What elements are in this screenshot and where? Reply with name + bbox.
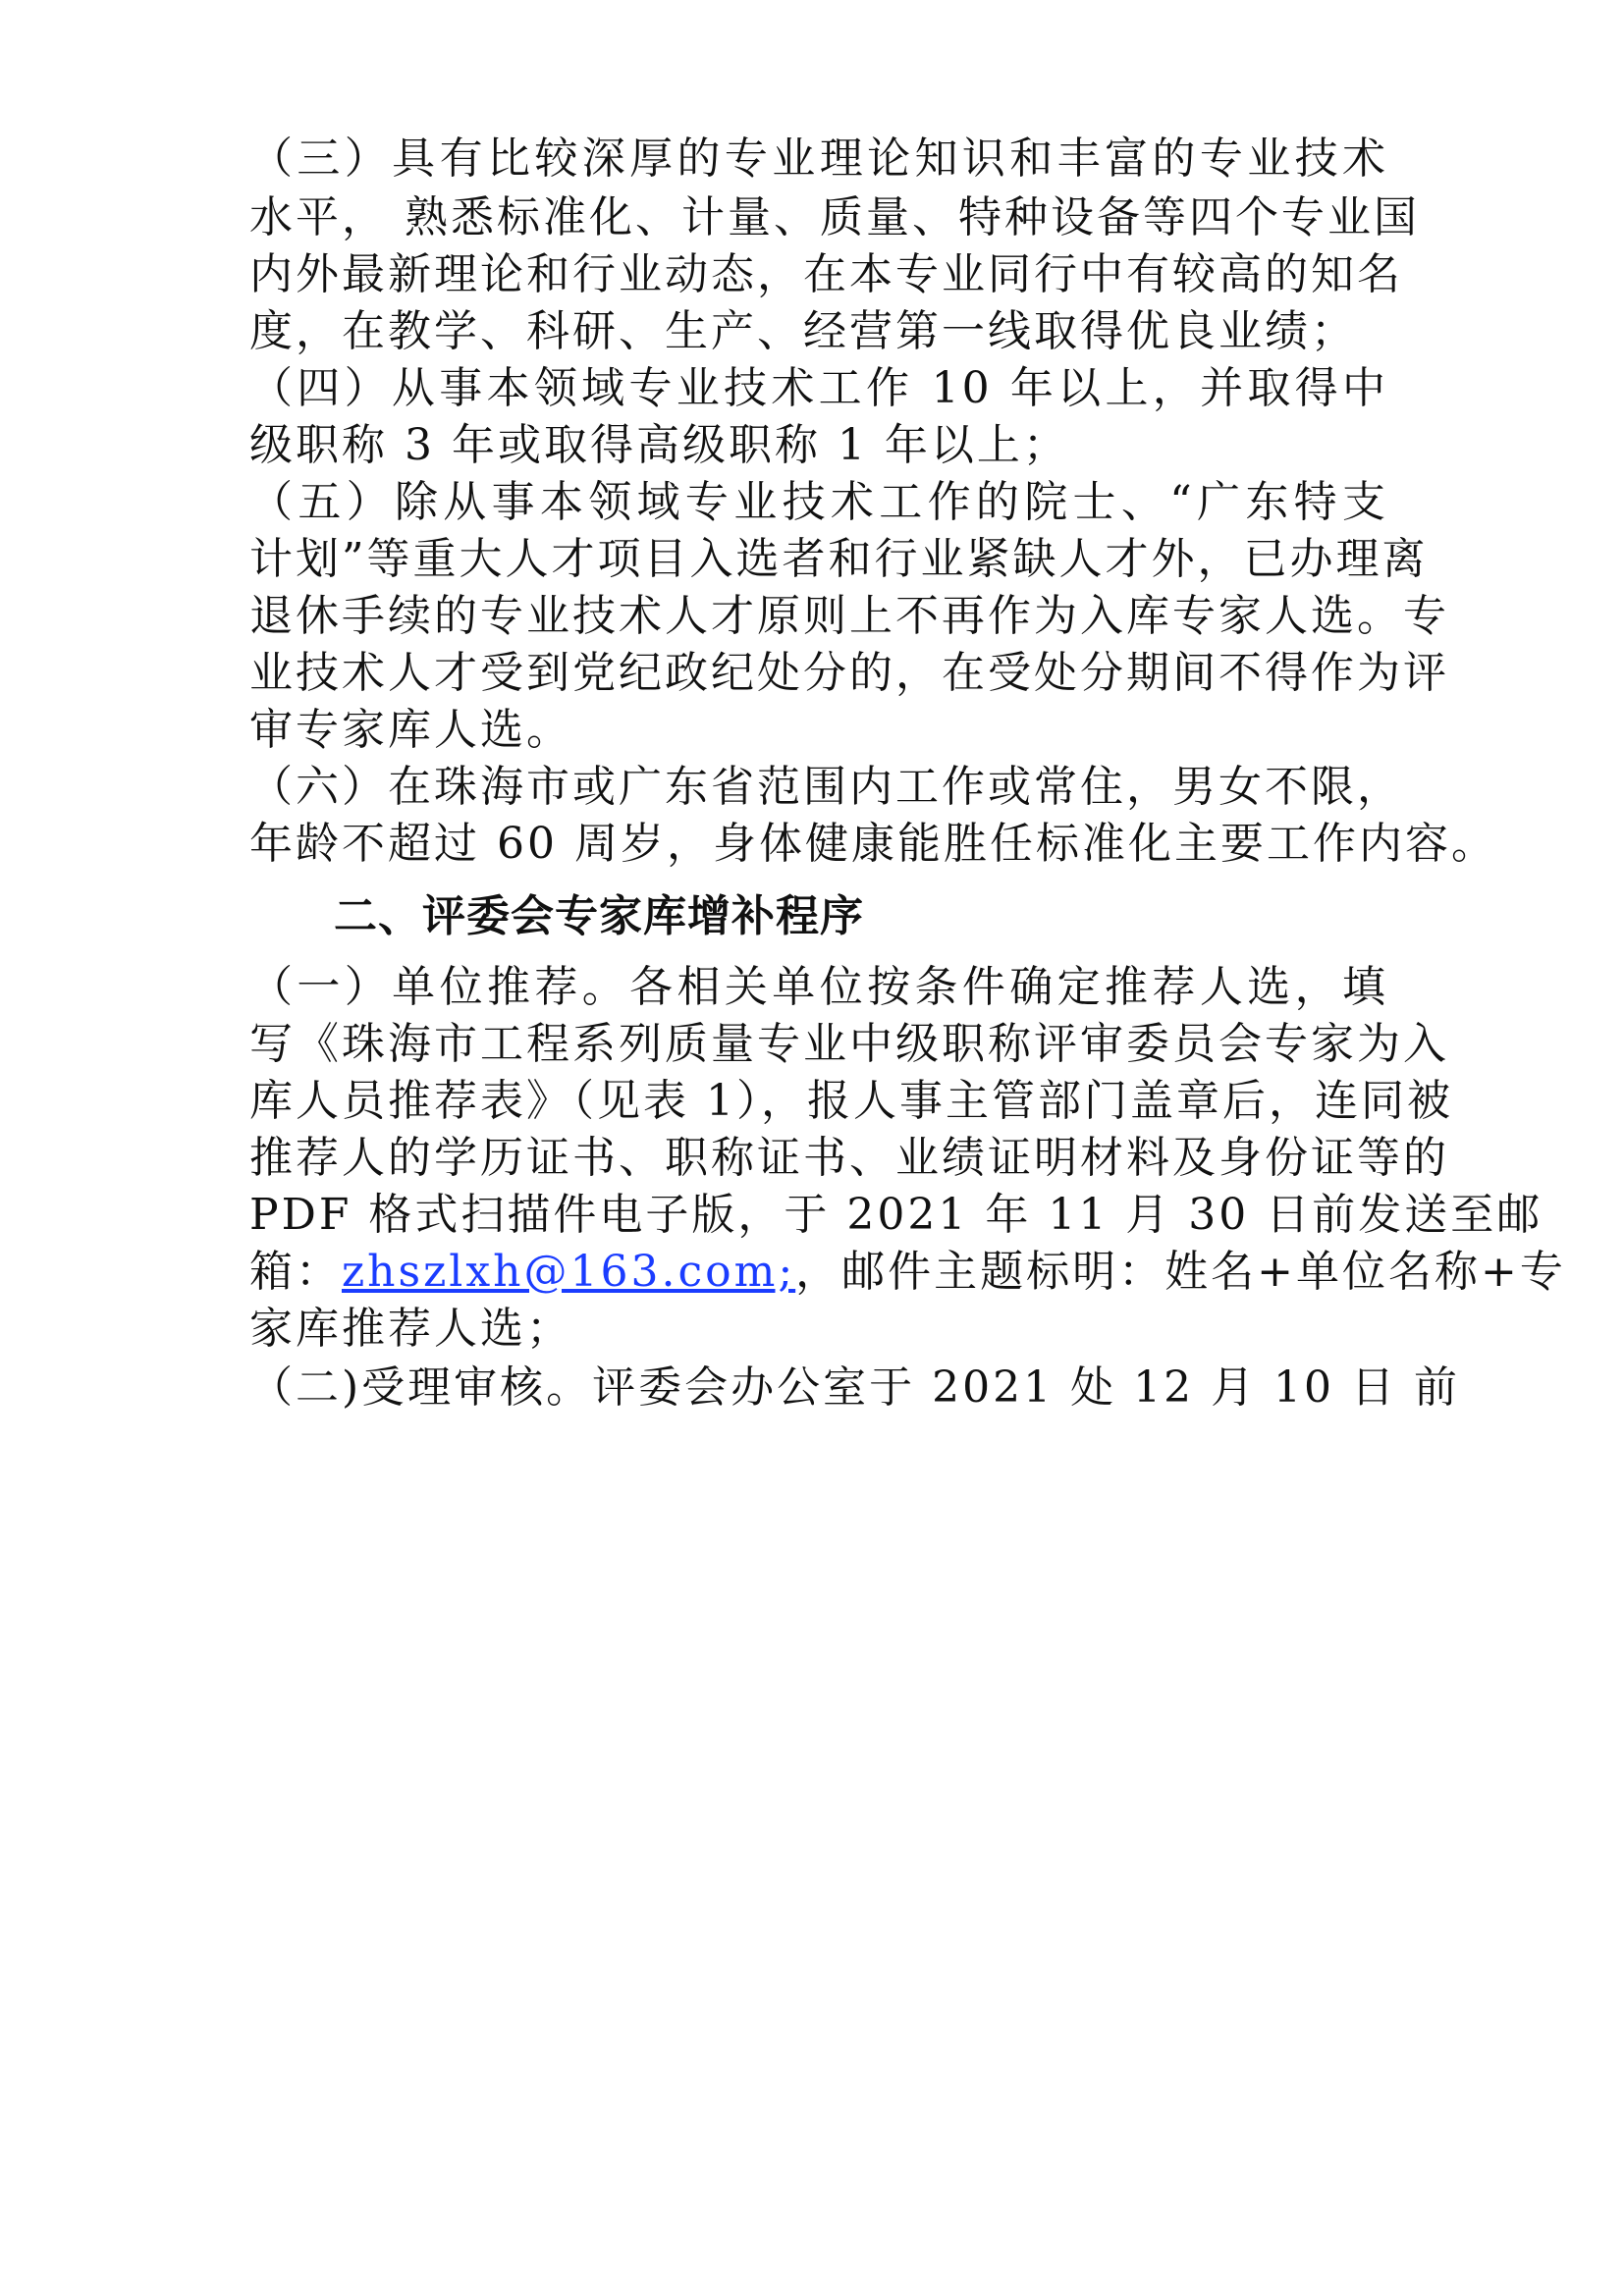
text-line: 度，在教学、科研、生产、经营第一线取得优良业绩； (249, 306, 1357, 356)
text-line: 家库推荐人选； (249, 1304, 572, 1354)
text-line: 内外最新理论和行业动态，在本专业同行中有较高的知名 (249, 249, 1403, 299)
text-line: 退休手续的专业技术人才原则上不再作为入库专家人选。专 (249, 591, 1449, 641)
text-line: 库人员推荐表》（见表 1），报人事主管部门盖章后，连同被 (249, 1076, 1453, 1126)
text-line: 计划”等重大人才项目入选者和行业紧缺人才外，已办理离 (249, 534, 1429, 584)
text-line: PDF 格式扫描件电子版，于 2021 年 11 月 30 日前发送至邮 (249, 1190, 1543, 1240)
email-suffix: ，邮件主题标明：姓名+单位名称+专 (795, 1247, 1566, 1297)
heading-text: 二、评委会专家库增补程序 (334, 891, 864, 941)
text-line: 推荐人的学历证书、职称证书、业绩证明材料及身份证等的 (249, 1133, 1449, 1183)
text-line: 审专家库人选。 (249, 705, 572, 755)
email-link[interactable]: zhszlxh@163.com; (342, 1247, 796, 1297)
text-line: 写《珠海市工程系列质量专业中级职称评审委员会专家为入 (249, 1019, 1449, 1069)
text-line: （三）具有比较深厚的专业理论知识和丰富的专业技术 (249, 133, 1388, 184)
text-line: 水平， 熟悉标准化、计量、质量、特种设备等四个专业国 (249, 192, 1420, 242)
email-prefix: 箱： (249, 1247, 342, 1297)
text-line: 业技术人才受到党纪政纪处分的，在受处分期间不得作为评 (249, 648, 1449, 698)
text-line: 年龄不超过 60 周岁，身体健康能胜任标准化主要工作内容。 (249, 819, 1497, 869)
text-line: 级职称 3 年或取得高级职称 1 年以上； (249, 420, 1069, 470)
text-line: （六）在珠海市或广东省范围内工作或常住，男女不限， (249, 762, 1403, 812)
text-line: （二)受理审核。评委会办公室于 2021 处 12 月 10 日 前 (249, 1362, 1461, 1413)
text-line: （一）单位推荐。各相关单位按条件确定推荐人选，填 (249, 962, 1388, 1012)
text-line-email (249, 1243, 1566, 1302)
text-line: （四）从事本领域专业技术工作 10 年以上，并取得中 (249, 363, 1388, 413)
text-line: （五）除从事本领域专业技术工作的院士、“广东特支 (249, 477, 1388, 527)
